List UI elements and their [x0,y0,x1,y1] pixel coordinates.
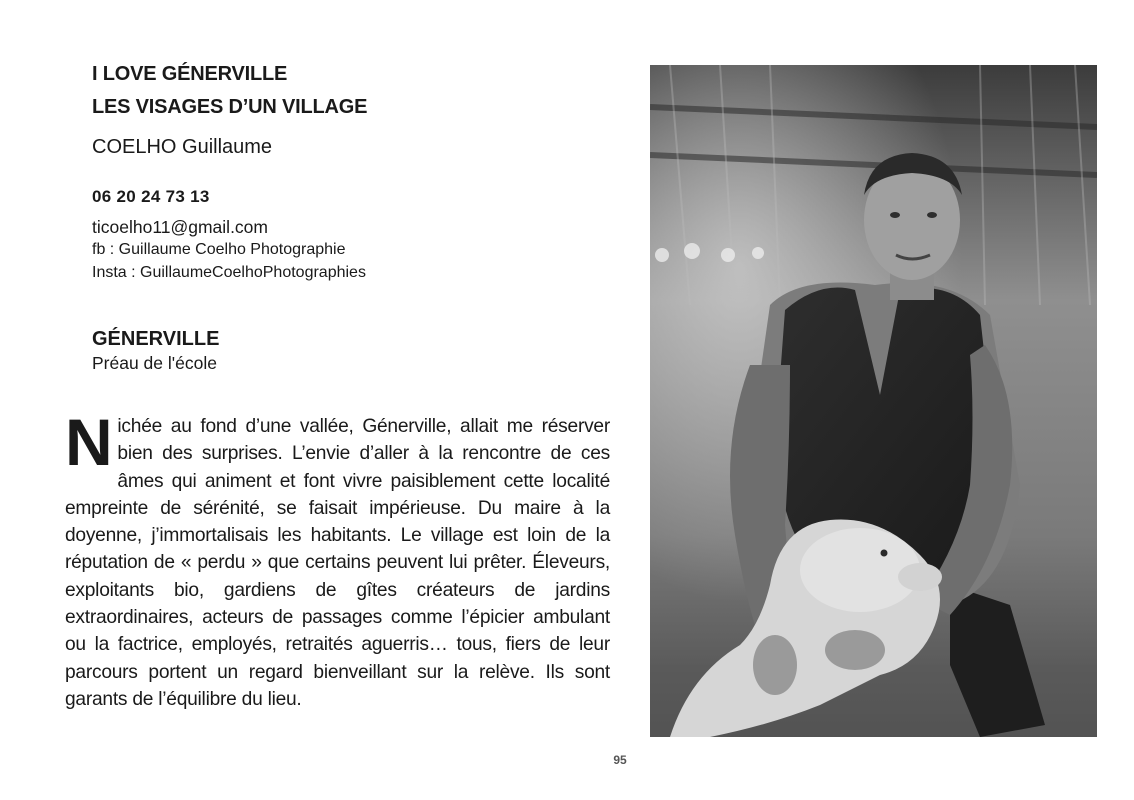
portrait-photo [650,65,1097,737]
location-place: Préau de l'école [92,353,217,373]
page-number: 95 [613,753,627,767]
contact-block [92,217,612,284]
title-line-1: I LOVE GÉNERVILLE [92,63,288,85]
facebook-handle: fb : Guillaume Coelho Photographie [92,241,346,258]
drop-cap: N [65,405,113,479]
body-paragraph [65,405,610,713]
title-line-2: LES VISAGES D’UN VILLAGE [92,96,368,118]
email-address: ticoelho11@gmail.com [92,217,268,237]
author-name: COELHO Guillaume [92,136,273,158]
instagram-handle: Insta : GuillaumeCoelhoPhotographies [92,264,366,281]
body-text: ichée au fond d’une vallée, Génerville, allait me réserver bien des surprises. L’envie d’aller à la rencontre de ces âmes qui animent et font vivre paisiblement cette localité empreinte de sérénité, se faisait impérieuse. Du maire à la doyenne, j’immortalisais les habitants. Le village est loin de la réputation de « perdu » que certains peuvent lui prêter. Éleveurs, exploitants bio, gardiens de gîtes créateurs de jardins extraordinaires, acteurs de passages comme l’épicier ambulant ou la factrice, employés, retraités aguerris… tous, fiers de leur parcours portent un regard bienveillant sur la relève. Ils sont garants de l’équilibre du lieu. [65,416,610,710]
phone-number: 06 20 24 73 13 [92,187,210,206]
location-name: GÉNERVILLE [92,328,220,350]
text-column [92,58,612,375]
